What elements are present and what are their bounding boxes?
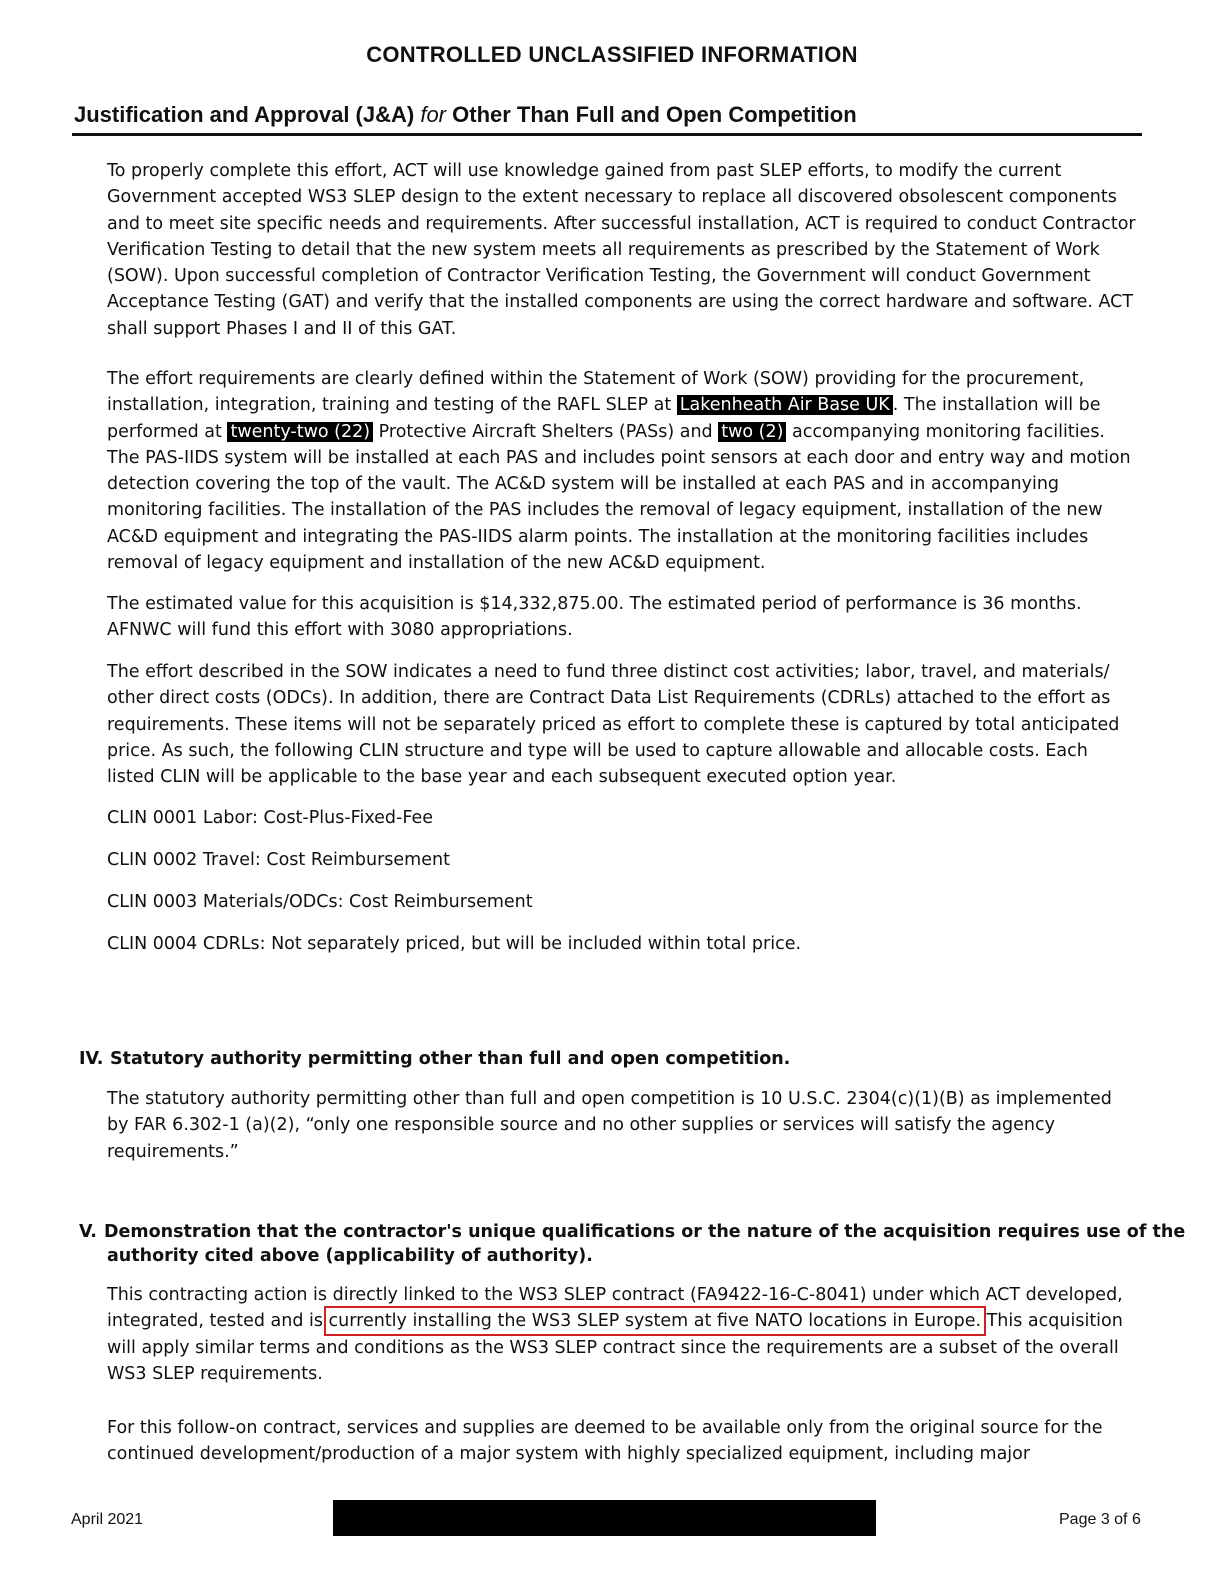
header-divider [72, 133, 1142, 136]
cui-banner: CONTROLLED UNCLASSIFIED INFORMATION [366, 42, 858, 67]
paragraph-contract-link [107, 1282, 1137, 1387]
section-v-heading-line-2: authority cited above (applicability of authority). [107, 1246, 593, 1266]
paragraph-statutory-authority: The statutory authority permitting other than full and open competition is 10 U.S.C. 2304(c)(1)(B) as implemented by FAR 6.302-1 (a)(2), “only one responsible source and no other supplies or services will satisfy the agency requirements.” [107, 1089, 1112, 1162]
redacted-facility-count: two (2) [718, 422, 786, 442]
redacted-shelter-count: twenty-two (22) [227, 422, 373, 442]
footer-date: April 2021 [71, 1511, 144, 1528]
clin-item: CLIN 0003 Materials/ODCs: Cost Reimbursement [107, 892, 533, 912]
title-part-2: Other Than Full and Open Competition [446, 102, 857, 127]
paragraph-cost-activities: The effort described in the SOW indicates a need to fund three distinct cost activities; labor, travel, and materials/ other direct costs (ODCs). In addition, there are Contract Data List Requirements (CDRLs) attached to the effort as requirements. These items will not be separately priced as effort to complete these is captured by total anticipated price. As such, the following CLIN structure and type will be used to capture allowable and allocable costs. Each listed CLIN will be applicable to the base year and each subsequent executed option year. [107, 662, 1120, 788]
highlighted-phrase: currently installing the WS3 SLEP system at five NATO locations in Europe. [328, 1311, 982, 1332]
clin-item: CLIN 0004 CDRLs: Not separately priced, but will be included within total price. [107, 934, 802, 954]
section-v-heading-line-1: Demonstration that the contractor's unique qualifications or the nature of the acquisition requires use of the [104, 1222, 1186, 1242]
p5-text-a: This contracting action is directly linked to the WS3 SLEP contract (FA9422-16-C-8041) under which ACT developed, integrated, tested and is [107, 1285, 1123, 1332]
footer-page-number: Page 3 of 6 [1059, 1511, 1141, 1528]
document-title [74, 102, 857, 128]
section-iv-numeral: IV. [79, 1049, 104, 1069]
section-v-numeral: V. [79, 1222, 97, 1242]
p2-text-b: . The installation will be performed at [107, 395, 1101, 442]
p2-text-c: Protective Aircraft Shelters (PASs) and [373, 421, 719, 442]
clin-item: CLIN 0001 Labor: Cost-Plus-Fixed-Fee [107, 808, 433, 828]
p5-text-b: This acquisition will apply similar terms and conditions as the WS3 SLEP contract since the requirements are a subset of the overall WS3 SLEP requirements. [107, 1311, 1123, 1384]
paragraph-contractor-verification: To properly complete this effort, ACT will use knowledge gained from past SLEP efforts, to modify the current Government accepted WS3 SLEP design to the extent necessary to replace all discovered obsolescent components and to meet site specific needs and requirements. After successful installation, ACT is required to conduct Contractor Verification Testing to detail that the new system meets all requirements as prescribed by the Statement of Work (SOW). Upon successful completion of Contractor Verification Testing, the Government will conduct Government Acceptance Testing (GAT) and verify that the installed components are using the correct hardware and software. ACT shall support Phases I and II of this GAT. [107, 161, 1136, 339]
paragraph-estimated-value: The estimated value for this acquisition is $14,332,875.00. The estimated period of performance is 36 months. AFNWC will fund this effort with 3080 appropriations. [107, 594, 1082, 641]
title-part-1: Justification and Approval (J&A) [74, 102, 421, 127]
title-italic-for: for [420, 102, 447, 127]
p2-text-d: accompanying monitoring facilities. The PAS-IIDS system will be installed at each PAS and includes point sensors at each door and entry way and motion detection covering the top of the vault. The AC&D system will be installed at each PAS and in accompanying monitoring facilities. The installation of the PAS includes the removal of legacy equipment, installation of the new AC&D equipment and integrating the PAS-IIDS alarm points. The installation at the monitoring facilities includes removal of legacy equipment and installation of the new AC&D equipment. [107, 421, 1131, 574]
redacted-location: Lakenheath Air Base UK [677, 395, 893, 415]
p2-text-a: The effort requirements are clearly defined within the Statement of Work (SOW) providing for the procurement, installation, integration, training and testing of the RAFL SLEP at [107, 369, 1085, 416]
paragraph-effort-requirements [107, 366, 1137, 576]
paragraph-follow-on: For this follow-on contract, services and supplies are deemed to be available only from the original source for the continued development/production of a major system with highly specialized equipment, including major [107, 1418, 1103, 1465]
footer-redaction-bar [333, 1500, 876, 1536]
clin-item: CLIN 0002 Travel: Cost Reimbursement [107, 850, 450, 870]
section-iv-heading: Statutory authority permitting other than full and open competition. [110, 1049, 791, 1069]
